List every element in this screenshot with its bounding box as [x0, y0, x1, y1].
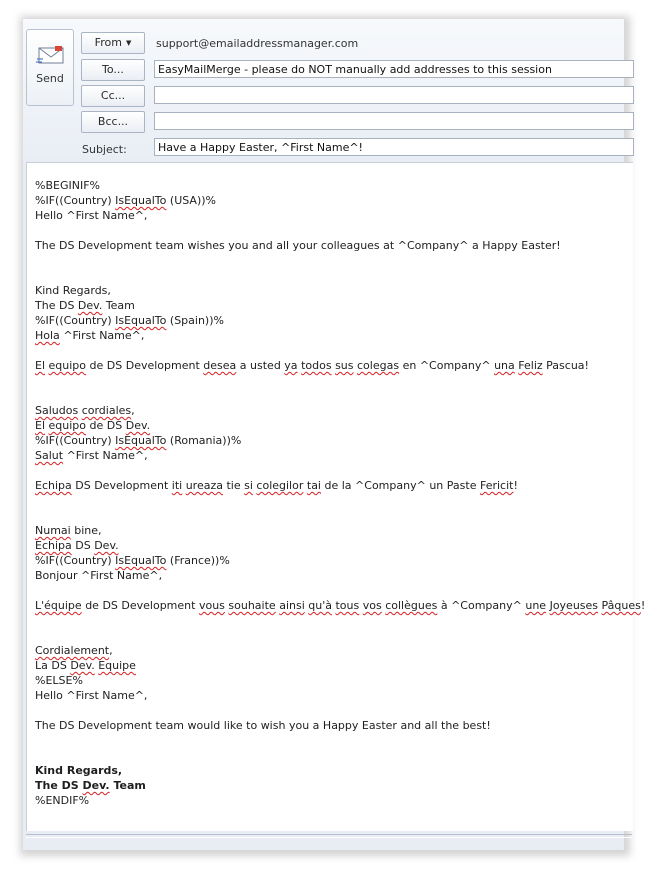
body-line — [35, 748, 633, 763]
from-button[interactable] — [81, 32, 145, 54]
body-line — [35, 388, 633, 403]
to-button[interactable]: To... — [81, 59, 145, 81]
body-line — [35, 493, 633, 508]
chevron-down-icon: ▼ — [125, 39, 132, 47]
cc-field[interactable] — [154, 86, 634, 104]
body-line: Kind Regards, — [35, 764, 123, 777]
body-line — [35, 268, 633, 283]
body-line — [35, 733, 633, 748]
subject-label: Subject: — [82, 143, 127, 156]
body-line: Cordialement, — [35, 644, 113, 657]
body-line — [35, 583, 633, 598]
body-line: Hola ^First Name^, — [35, 329, 145, 342]
body-line: %IF((Country) IsEqualTo (Spain))% — [35, 314, 224, 327]
body-line — [35, 343, 633, 358]
bcc-button[interactable]: Bcc... — [81, 111, 145, 133]
body-line: %IF((Country) IsEqualTo (France))% — [35, 554, 230, 567]
body-line: El equipo de DS Dev. — [35, 419, 151, 432]
body-line: Saludos cordiales, — [35, 404, 135, 417]
body-line: The DS Development team wishes you and all your colleagues at ^Company^ a Happy Easter! — [35, 239, 561, 252]
body-line: Numai bine, — [35, 524, 102, 537]
body-line: %IF((Country) IsEqualTo (USA))% — [35, 194, 216, 207]
from-address: support@emailaddressmanager.com — [156, 37, 359, 50]
send-button[interactable] — [26, 29, 74, 106]
body-line: El equipo de DS Development desea a usted ya todos sus colegas en ^Company^ una Feliz Pascua! — [35, 359, 589, 372]
body-line — [35, 253, 633, 268]
body-line — [35, 463, 633, 478]
body-line — [35, 703, 633, 718]
body-line: Echipa DS Dev. — [35, 539, 119, 552]
body-line: Bonjour ^First Name^, — [35, 569, 163, 582]
body-line: The DS Dev. Team — [35, 779, 146, 792]
compose-window — [23, 19, 645, 850]
send-label: Send — [36, 72, 64, 85]
body-line — [35, 508, 633, 523]
body-line: %ELSE% — [35, 674, 83, 687]
body-line — [35, 223, 633, 238]
message-header — [23, 19, 624, 159]
from-label: From — [94, 36, 122, 49]
to-field[interactable]: EasyMailMerge - please do NOT manually add addresses to this session — [154, 60, 634, 78]
bcc-field[interactable] — [154, 112, 634, 130]
body-line — [35, 628, 633, 643]
body-line: The DS Development team would like to wish you a Happy Easter and all the best! — [35, 719, 491, 732]
body-line: %IF((Country) IsEqualTo (Romania))% — [35, 434, 242, 447]
body-line: L'équipe de DS Development vous souhaite ainsi qu'à tous vos collègues à ^Company^ une Joyeuses Pâques! — [35, 599, 645, 612]
subject-field[interactable]: Have a Happy Easter, ^First Name^! — [154, 138, 634, 156]
body-line — [35, 613, 633, 628]
body-line: The DS Dev. Team — [35, 299, 135, 312]
body-line — [35, 373, 633, 388]
body-line: %BEGINIF% — [35, 179, 100, 192]
message-body-text[interactable] — [35, 178, 645, 808]
footer-divider — [26, 834, 632, 838]
body-line: La DS Dev. Equipe — [35, 659, 136, 672]
body-line: Kind Regards, — [35, 284, 111, 297]
body-line: Hello ^First Name^, — [35, 209, 148, 222]
body-line: %ENDIF% — [35, 794, 90, 807]
body-line: Echipa DS Development iti ureaza tie si colegilor tai de la ^Company^ un Paste Fericit! — [35, 479, 518, 492]
body-line: Salut ^First Name^, — [35, 449, 148, 462]
message-body[interactable] — [26, 162, 645, 831]
send-envelope-icon — [36, 44, 66, 66]
cc-button[interactable]: Cc... — [81, 85, 145, 107]
body-line: Hello ^First Name^, — [35, 689, 148, 702]
